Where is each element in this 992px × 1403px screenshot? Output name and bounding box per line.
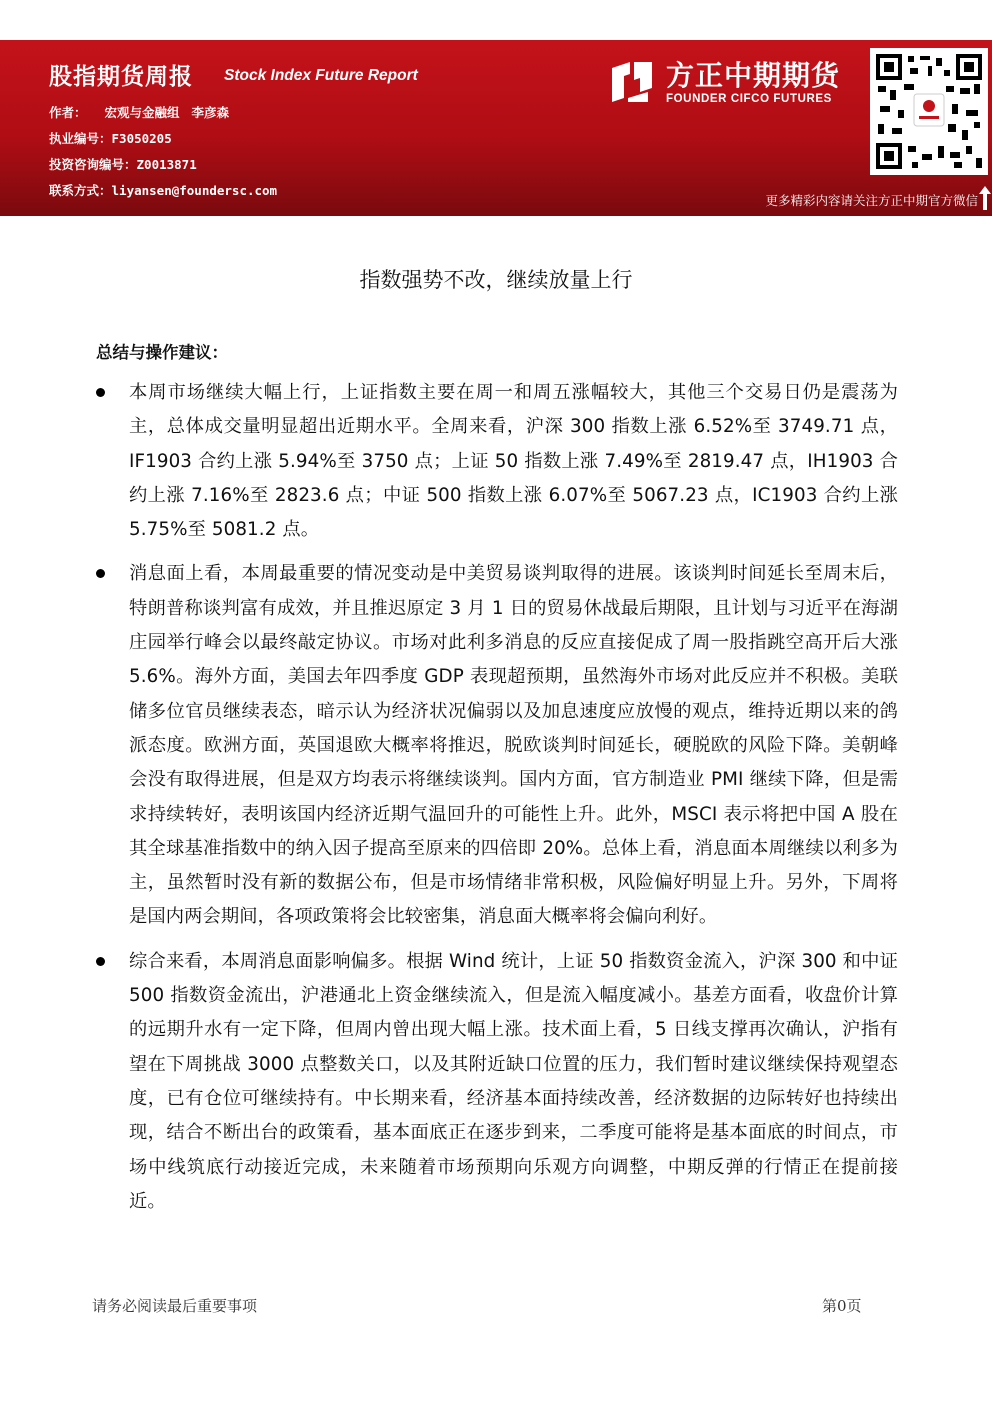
author-name: 李彦森 [191, 105, 230, 120]
logo-english-name: FOUNDER CIFCO FUTURES [666, 93, 832, 105]
author-label: 作者： [49, 105, 87, 120]
bullet-text: 消息面上看，本周最重要的情况变动是中美贸易谈判取得的进展。该谈判时间延长至周末后，特朗普称谈判富有成效，并且推迟原定 3 月 1 日的贸易休战最后期限，且计划与习近平在海湖庄园举行峰会以最终敲定协议。市场对此利多消息的反应直接促成了周一股指跳空高开后大涨 5.6%。海外方面，美国去年四季度 GDP 表现超预期，虽然海外市场对此反应并不积极。美联储多位官员继续表态，暗示认为经济状况偏弱以及加息速度应放慢的观点，维持近期以来的鸽派态度。欧洲方面，英国退欧大概率将推迟，脱欧谈判时间延长，硬脱欧的风险下降。美朝峰会没有取得进展，但是双方均表示将继续谈判。国内方面，官方制造业 PMI 继续下降，但是需求持续转好，表明该国内经济近期气温回升的可能性上升。此外，MSCI 表示将把中国 A 股在其全球基准指数中的纳入因子提高至原来的四倍即 20%。总体上看，消息面本周继续以利多为主，虽然暂时没有新的数据公布，但是市场情绪非常积极，风险偏好明显上升。另外，下周将是国内两会期间，各项政策将会比较密集，消息面大概率将会偏向利好。 [129, 563, 898, 928]
license-label: 执业编号： [49, 131, 112, 146]
logo-chinese-name: 方正中期期货 [666, 59, 841, 92]
advisory-value: Z0013871 [136, 157, 197, 172]
wechat-qr-code [870, 48, 988, 175]
list-item [92, 557, 898, 934]
bullet-text: 本周市场继续大幅上行，上证指数主要在周一和周五涨幅较大，其他三个交易日仍是震荡为主，总体成交量明显超出近期水平。全周来看，沪深 300 指数上涨 6.52%至 3749.71 点，IF1903 合约上涨 5.94%至 3750 点；上证 50 指数上涨 7.49%至 2819.47 点，IH1903 合约上涨 7.16%至 2823.6 点；中证 500 指数上涨 6.07%至 5067.23 点，IC1903 合约上涨 5.75%至 5081.2 点。 [129, 382, 898, 541]
contact-email[interactable]: liyansen@foundersc.com [111, 183, 278, 198]
list-item [92, 945, 898, 1219]
bullet-dot-icon [96, 569, 105, 578]
company-logo [608, 54, 864, 114]
list-item [92, 376, 898, 547]
summary-bullet-list [92, 376, 898, 1229]
section-heading: 总结与操作建议： [96, 343, 228, 362]
arrow-up-icon [979, 186, 991, 210]
qr-code-icon [876, 54, 982, 169]
contact-row [49, 181, 277, 199]
author-row [49, 103, 229, 121]
bullet-text: 综合来看，本周消息面影响偏多。根据 Wind 统计，上证 50 指数资金流入，沪深 300 和中证 500 指数资金流出，沪港通北上资金继续流入，但是流入幅度减小。基差方面看，收盘价计算的远期升水有一定下降，但周内曾出现大幅上涨。技术面上看，5 日线支撑再次确认，沪指有望在下周挑战 3000 点整数关口，以及其附近缺口位置的压力，我们暂时建议继续保持观望态度，已有仓位可继续持有。中长期来看，经济基本面持续改善，经济数据的边际转好也持续出现，结合不断出台的政策看，基本面底正在逐步到来，二季度可能将是基本面底的时间点，市场中线筑底行动接近完成，未来随着市场预期向乐观方向调整，中期反弹的行情正在提前接近。 [129, 950, 898, 1212]
bullet-dot-icon [96, 957, 105, 966]
author-group: 宏观与金融组 [104, 105, 180, 120]
report-series-subtitle: Stock Index Future Report [224, 67, 418, 84]
bullet-dot-icon [96, 388, 105, 397]
contact-label: 联系方式： [49, 183, 112, 198]
document-title: 指数强势不改，继续放量上行 [359, 268, 633, 292]
follow-wechat-text: 更多精彩内容请关注方正中期官方微信 [765, 193, 978, 208]
license-value: F3050205 [111, 131, 172, 146]
advisory-row [49, 155, 197, 173]
report-series-title: 股指期货周报 [49, 64, 193, 90]
logo-mark-icon [608, 58, 656, 106]
report-header-banner [0, 40, 992, 216]
advisory-label: 投资咨询编号： [49, 157, 137, 172]
license-row [49, 129, 172, 147]
footer-notice: 请务必阅读最后重要事项 [92, 1297, 258, 1315]
page-number: 第0页 [822, 1297, 862, 1315]
